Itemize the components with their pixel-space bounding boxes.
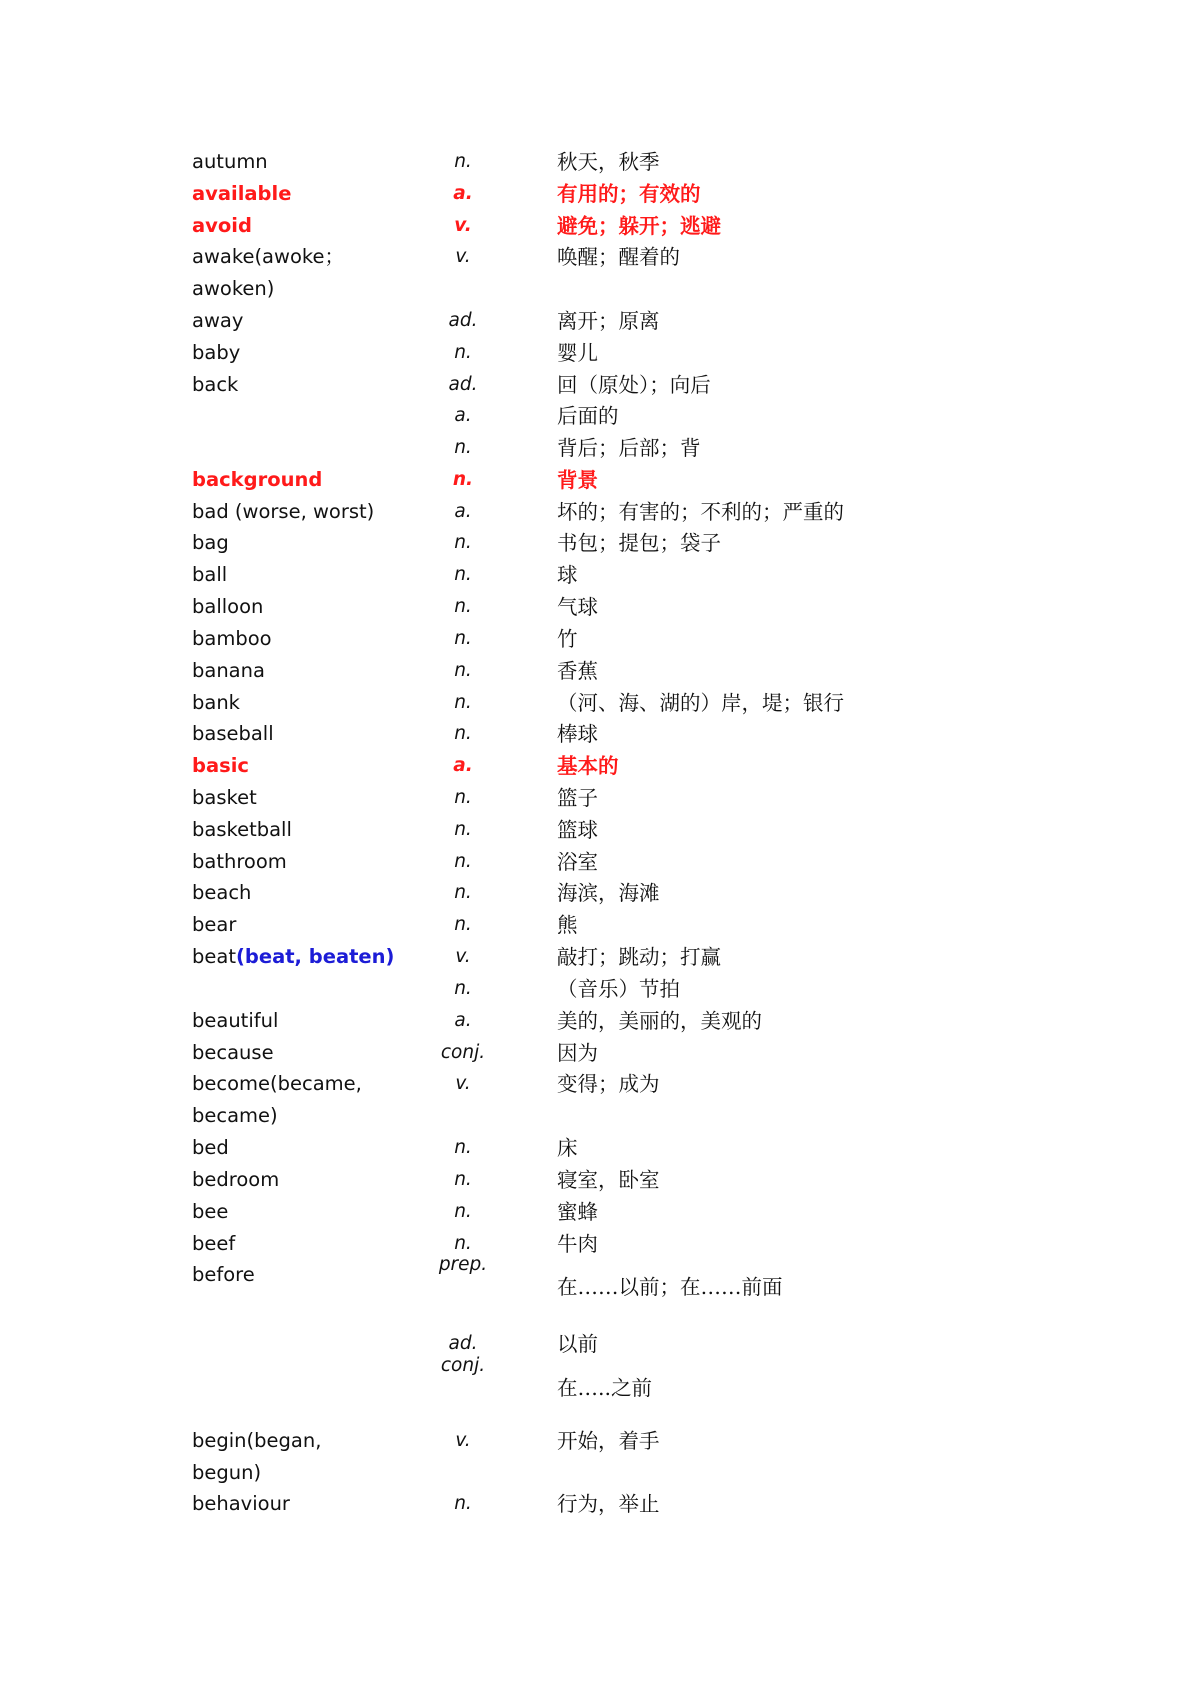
english-word (192, 305, 243, 337)
part-of-speech: n. (454, 851, 472, 872)
part-of-speech: n. (452, 469, 474, 490)
chinese-meaning: 竹 (557, 627, 578, 651)
english-word (192, 527, 229, 559)
part-of-speech: a. (453, 183, 473, 204)
vocab-row (0, 782, 1200, 814)
chinese-meaning: （音乐）节拍 (557, 977, 680, 1001)
english-word (192, 1037, 274, 1069)
part-of-speech: v. (454, 215, 472, 236)
part-of-speech: prep. (438, 1254, 488, 1275)
part-of-speech: n. (454, 723, 472, 744)
part-of-speech: a. (454, 1010, 472, 1031)
chinese-meaning: 牛肉 (557, 1232, 598, 1256)
word-text: avoid (192, 214, 252, 237)
vocab-row (0, 178, 1200, 210)
word-text: bed (192, 1136, 229, 1159)
vocab-row (0, 877, 1200, 909)
english-word (192, 1196, 228, 1228)
word-text: ball (192, 563, 228, 586)
word-text: banana (192, 659, 265, 682)
part-of-speech: conj. (440, 1355, 486, 1376)
vocab-row (0, 750, 1200, 782)
word-text: awoken) (192, 277, 275, 300)
english-word (192, 623, 272, 655)
part-of-speech: n. (454, 596, 472, 617)
part-of-speech: n. (454, 564, 472, 585)
part-of-speech: v. (455, 946, 471, 967)
vocab-row (0, 1488, 1200, 1520)
vocab-row (0, 400, 1200, 432)
vocab-row (0, 1328, 1200, 1360)
chinese-meaning: 浴室 (557, 850, 598, 874)
vocab-row (0, 623, 1200, 655)
part-of-speech: ad. (448, 310, 478, 331)
word-text: before (192, 1263, 255, 1286)
english-word (192, 1457, 261, 1489)
chinese-meaning: 篮子 (557, 786, 598, 810)
english-word (192, 782, 257, 814)
vocab-row (0, 941, 1200, 973)
part-of-speech: v. (455, 1430, 471, 1451)
chinese-meaning: 书包；提包；袋子 (557, 531, 721, 555)
vocab-row (0, 591, 1200, 623)
word-text: baseball (192, 722, 274, 745)
word-text: bee (192, 1200, 229, 1223)
vocab-row (0, 1164, 1200, 1196)
vocab-row (0, 432, 1200, 464)
part-of-speech: n. (454, 819, 472, 840)
chinese-meaning: 寝室，卧室 (557, 1168, 660, 1192)
part-of-speech: conj. (440, 1042, 486, 1063)
part-of-speech: n. (454, 882, 472, 903)
vocab-row (0, 1132, 1200, 1164)
word-text: become(became, (192, 1072, 362, 1095)
chinese-meaning: 开始，着手 (557, 1429, 660, 1453)
english-word (192, 718, 274, 750)
word-text: begin(began, (192, 1429, 322, 1452)
vocab-row (0, 718, 1200, 750)
vocab-row (0, 655, 1200, 687)
word-text: because (192, 1041, 274, 1064)
chinese-meaning: 唤醒；醒着的 (557, 245, 680, 269)
english-word (192, 1100, 278, 1132)
vocab-row (0, 464, 1200, 496)
chinese-meaning: 香蕉 (557, 659, 598, 683)
word-text: beat (192, 945, 236, 968)
word-text: bad (worse, worst) (192, 500, 375, 523)
part-of-speech: n. (454, 151, 472, 172)
english-word (192, 1259, 255, 1291)
part-of-speech: n. (454, 914, 472, 935)
english-word (192, 1488, 290, 1520)
chinese-meaning: 基本的 (557, 754, 619, 778)
part-of-speech: n. (454, 1201, 472, 1222)
word-text: background (192, 468, 323, 491)
word-text: back (192, 373, 239, 396)
word-text: basic (192, 754, 249, 777)
vocab-row (0, 1100, 1200, 1132)
chinese-meaning: 背后；后部；背 (557, 436, 701, 460)
chinese-meaning: 熊 (557, 913, 578, 937)
chinese-meaning: 蜜蜂 (557, 1200, 598, 1224)
word-text: bedroom (192, 1168, 280, 1191)
vocab-row (0, 527, 1200, 559)
chinese-meaning: 篮球 (557, 818, 598, 842)
chinese-meaning: 行为，举止 (557, 1492, 660, 1516)
word-text: beef (192, 1232, 236, 1255)
part-of-speech: n. (454, 1493, 472, 1514)
english-word (192, 846, 287, 878)
part-of-speech: n. (454, 342, 472, 363)
vocab-row (0, 1196, 1200, 1228)
part-of-speech: a. (453, 755, 473, 776)
english-word (192, 1228, 235, 1260)
part-of-speech: v. (455, 1073, 471, 1094)
english-word (192, 273, 274, 305)
english-word (192, 814, 292, 846)
chinese-meaning: 以前 (557, 1332, 598, 1356)
word-text: bag (192, 531, 229, 554)
word-text: behaviour (192, 1492, 290, 1515)
part-of-speech: ad. (448, 374, 478, 395)
chinese-meaning: 海滨，海滩 (557, 881, 660, 905)
english-word (192, 591, 263, 623)
english-word (192, 1164, 279, 1196)
chinese-meaning: 气球 (557, 595, 598, 619)
chinese-meaning: 背景 (557, 468, 598, 492)
english-word (192, 178, 291, 210)
vocab-row (0, 273, 1200, 305)
part-of-speech: n. (454, 660, 472, 681)
english-word (192, 909, 236, 941)
vocab-row (0, 146, 1200, 178)
part-of-speech: n. (454, 437, 472, 458)
english-word (192, 687, 240, 719)
chinese-meaning: 在……以前；在……前面 (557, 1275, 783, 1299)
vocab-row (0, 496, 1200, 528)
english-word (192, 146, 268, 178)
english-word (192, 1005, 278, 1037)
chinese-meaning: 避免；躲开；逃避 (557, 214, 721, 238)
chinese-meaning: 婴儿 (557, 341, 598, 365)
english-word (192, 369, 238, 401)
word-text: bamboo (192, 627, 272, 650)
word-text: bank (192, 691, 240, 714)
vocab-row (0, 305, 1200, 337)
vocab-row (0, 846, 1200, 878)
vocab-row (0, 337, 1200, 369)
word-text: balloon (192, 595, 264, 618)
word-text: bathroom (192, 850, 287, 873)
part-of-speech: n. (454, 532, 472, 553)
chinese-meaning: 球 (557, 563, 578, 587)
part-of-speech: n. (454, 1137, 472, 1158)
vocab-row (0, 241, 1200, 273)
chinese-meaning: 美的，美丽的，美观的 (557, 1009, 762, 1033)
vocab-row (0, 1355, 1200, 1400)
vocab-row (0, 1068, 1200, 1100)
english-word (192, 655, 265, 687)
vocab-row (0, 1425, 1200, 1457)
chinese-meaning: 变得；成为 (557, 1072, 660, 1096)
part-of-speech: n. (454, 978, 472, 999)
chinese-meaning: 因为 (557, 1041, 598, 1065)
chinese-meaning: 在…..之前 (557, 1376, 653, 1400)
vocab-row (0, 1254, 1200, 1299)
word-text: begun) (192, 1461, 262, 1484)
english-word (192, 464, 322, 496)
english-word (192, 559, 227, 591)
part-of-speech: n. (454, 628, 472, 649)
english-word (192, 210, 252, 242)
vocab-row (0, 1457, 1200, 1489)
part-of-speech: n. (454, 787, 472, 808)
chinese-meaning: 后面的 (557, 404, 619, 428)
vocab-row (0, 909, 1200, 941)
vocab-row (0, 1037, 1200, 1069)
chinese-meaning: 秋天，秋季 (557, 150, 660, 174)
word-text: away (192, 309, 244, 332)
vocab-row (0, 1005, 1200, 1037)
chinese-meaning: 离开；原离 (557, 309, 660, 333)
chinese-meaning: 床 (557, 1136, 578, 1160)
part-of-speech: a. (454, 501, 472, 522)
part-of-speech: n. (454, 1169, 472, 1190)
english-word (192, 241, 344, 273)
part-of-speech: n. (454, 692, 472, 713)
vocab-row (0, 814, 1200, 846)
word-text: became) (192, 1104, 278, 1127)
word-text: basket (192, 786, 257, 809)
english-word (192, 1425, 321, 1457)
vocab-row (0, 687, 1200, 719)
english-word (192, 941, 394, 973)
word-text: autumn (192, 150, 268, 173)
verb-forms: (beat, beaten) (235, 945, 395, 968)
word-text: baby (192, 341, 241, 364)
part-of-speech: ad. (448, 1333, 478, 1354)
part-of-speech: v. (455, 246, 471, 267)
chinese-meaning: 回（原处）；向后 (557, 373, 711, 397)
chinese-meaning: （河、海、湖的）岸，堤；银行 (557, 691, 844, 715)
vocab-row (0, 369, 1200, 401)
vocab-row (0, 1228, 1200, 1260)
vocab-row (0, 559, 1200, 591)
english-word (192, 496, 374, 528)
chinese-meaning: 棒球 (557, 722, 598, 746)
part-of-speech: n. (454, 1233, 472, 1254)
vocab-row (0, 973, 1200, 1005)
english-word (192, 877, 251, 909)
word-text: bear (192, 913, 237, 936)
chinese-meaning: 坏的；有害的；不利的；严重的 (557, 500, 844, 524)
english-word (192, 337, 240, 369)
chinese-meaning: 有用的；有效的 (557, 182, 701, 206)
english-word (192, 1068, 362, 1100)
word-text: awake(awoke； (192, 245, 344, 268)
chinese-meaning: 敲打；跳动；打赢 (557, 945, 721, 969)
english-word (192, 750, 249, 782)
part-of-speech: a. (454, 405, 472, 426)
word-text: available (192, 182, 292, 205)
word-text: beach (192, 881, 252, 904)
word-text: basketball (192, 818, 292, 841)
english-word (192, 1132, 229, 1164)
vocab-row (0, 210, 1200, 242)
word-text: beautiful (192, 1009, 279, 1032)
